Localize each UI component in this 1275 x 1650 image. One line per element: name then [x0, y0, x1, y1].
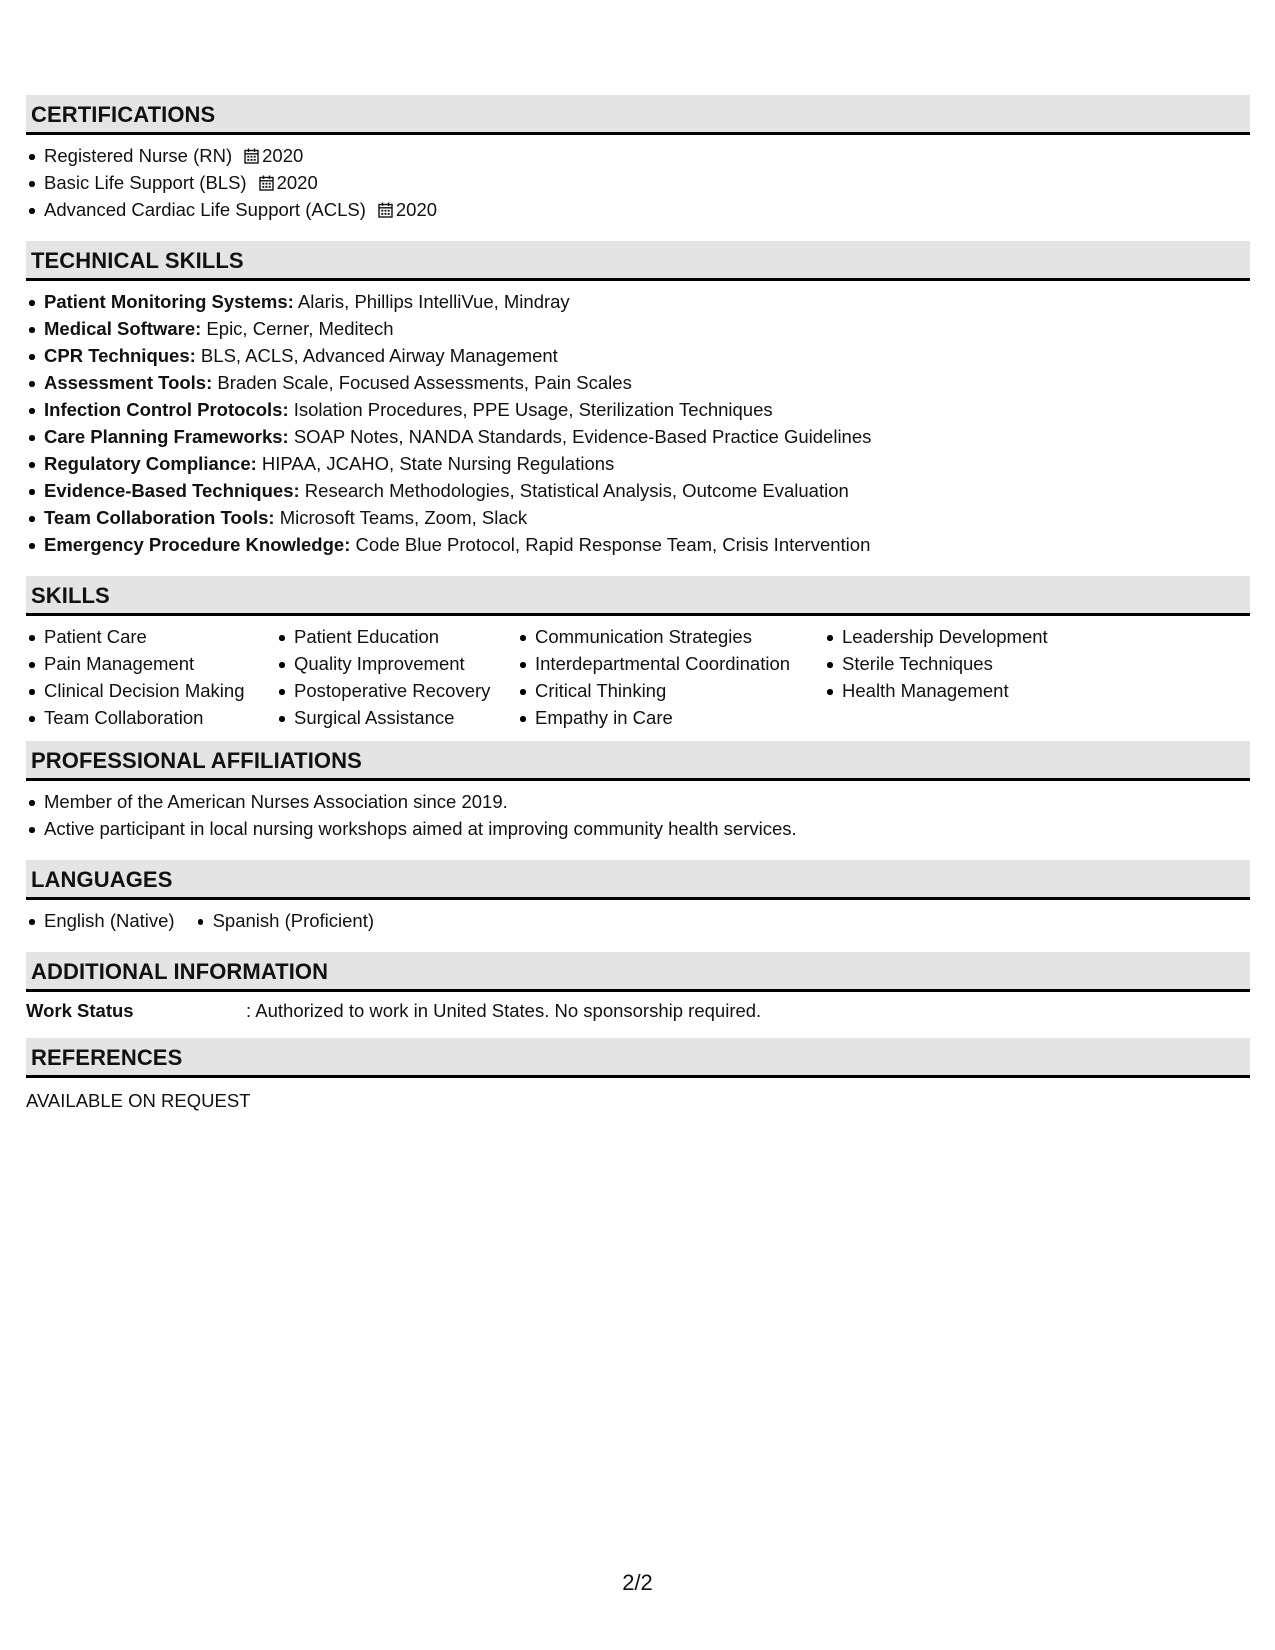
list-item [26, 369, 1250, 396]
list-item: Spanish (Proficient) [195, 907, 374, 934]
list-item [26, 504, 1250, 531]
skill-values: Microsoft Teams, Zoom, Slack [274, 507, 528, 528]
certification-name: Basic Life Support (BLS) [44, 172, 247, 193]
affiliations-list [26, 781, 1250, 842]
certifications-list [26, 135, 1250, 223]
skill-values: Isolation Procedures, PPE Usage, Sterilization Techniques [288, 399, 773, 420]
list-item: Health Management [824, 677, 1124, 704]
skill-values: BLS, ACLS, Advanced Airway Management [195, 345, 558, 366]
skill-category: Medical Software: [44, 318, 202, 339]
skills-grid [26, 616, 1250, 731]
work-status-label: Work Status [26, 1000, 134, 1021]
skill-values: Epic, Cerner, Meditech [201, 318, 394, 339]
list-item: Interdepartmental Coordination [517, 650, 824, 677]
list-item: Patient Care [26, 623, 276, 650]
work-status-row [26, 992, 1250, 1026]
list-item [26, 450, 1250, 477]
skill-category: Care Planning Frameworks: [44, 426, 289, 447]
resume-page [26, 95, 1250, 1116]
references-text: AVAILABLE ON REQUEST [26, 1090, 251, 1111]
list-item: Surgical Assistance [276, 704, 517, 731]
certification-year: 2020 [395, 199, 438, 220]
skills-column [824, 623, 1124, 731]
skill-category: Regulatory Compliance: [44, 453, 257, 474]
list-item [26, 315, 1250, 342]
list-item [26, 196, 1250, 223]
list-item: Patient Education [276, 623, 517, 650]
skill-category: CPR Techniques: [44, 345, 196, 366]
calendar-icon [378, 198, 393, 225]
list-item: English (Native) [26, 907, 175, 934]
list-item [26, 342, 1250, 369]
page-number: 2/2 [622, 1570, 653, 1595]
list-item [26, 288, 1250, 315]
list-item: Critical Thinking [517, 677, 824, 704]
list-item [26, 169, 1250, 196]
technical-skills-list [26, 281, 1250, 558]
skills-column [26, 623, 276, 731]
skill-category: Emergency Procedure Knowledge: [44, 534, 351, 555]
skill-category: Evidence-Based Techniques: [44, 480, 300, 501]
skill-values: Braden Scale, Focused Assessments, Pain Scales [212, 372, 632, 393]
skills-column [276, 623, 517, 731]
skill-values: Research Methodologies, Statistical Analysis, Outcome Evaluation [299, 480, 849, 501]
affiliations-heading: PROFESSIONAL AFFILIATIONS [26, 741, 1250, 781]
certifications-heading: CERTIFICATIONS [26, 95, 1250, 135]
list-item: Clinical Decision Making [26, 677, 276, 704]
additional-info-heading: ADDITIONAL INFORMATION [26, 952, 1250, 992]
list-item [26, 423, 1250, 450]
skills-column [517, 623, 824, 731]
skills-heading: SKILLS [26, 576, 1250, 616]
list-item: Sterile Techniques [824, 650, 1124, 677]
certification-year: 2020 [276, 172, 318, 193]
list-item: Postoperative Recovery [276, 677, 517, 704]
skill-category: Patient Monitoring Systems: [44, 291, 294, 312]
list-item: Pain Management [26, 650, 276, 677]
skill-values: HIPAA, JCAHO, State Nursing Regulations [256, 453, 615, 474]
skill-values: Code Blue Protocol, Rapid Response Team, Crisis Intervention [350, 534, 871, 555]
certification-name: Advanced Cardiac Life Support (ACLS) [44, 199, 366, 220]
list-item: Leadership Development [824, 623, 1124, 650]
calendar-icon [244, 144, 259, 171]
list-item [26, 396, 1250, 423]
skill-category: Assessment Tools: [44, 372, 213, 393]
skill-category: Team Collaboration Tools: [44, 507, 275, 528]
list-item: Empathy in Care [517, 704, 824, 731]
list-item: Communication Strategies [517, 623, 824, 650]
list-item [26, 142, 1250, 169]
work-status-value: : Authorized to work in United States. No sponsorship required. [246, 1000, 762, 1021]
list-item: Quality Improvement [276, 650, 517, 677]
languages-heading: LANGUAGES [26, 860, 1250, 900]
skill-values: Alaris, Phillips IntelliVue, Mindray [293, 291, 570, 312]
skill-category: Infection Control Protocols: [44, 399, 289, 420]
references-heading: REFERENCES [26, 1038, 1250, 1078]
list-item: Member of the American Nurses Association since 2019. [26, 788, 1250, 815]
calendar-icon [259, 171, 274, 198]
list-item [26, 477, 1250, 504]
skill-values: SOAP Notes, NANDA Standards, Evidence-Based Practice Guidelines [288, 426, 872, 447]
certification-name: Registered Nurse (RN) [44, 145, 233, 166]
languages-list [26, 900, 1250, 934]
list-item [26, 531, 1250, 558]
technical-skills-heading: TECHNICAL SKILLS [26, 241, 1250, 281]
list-item: Active participant in local nursing workshops aimed at improving community health services. [26, 815, 1250, 842]
certification-year: 2020 [262, 145, 304, 166]
list-item: Team Collaboration [26, 704, 276, 731]
